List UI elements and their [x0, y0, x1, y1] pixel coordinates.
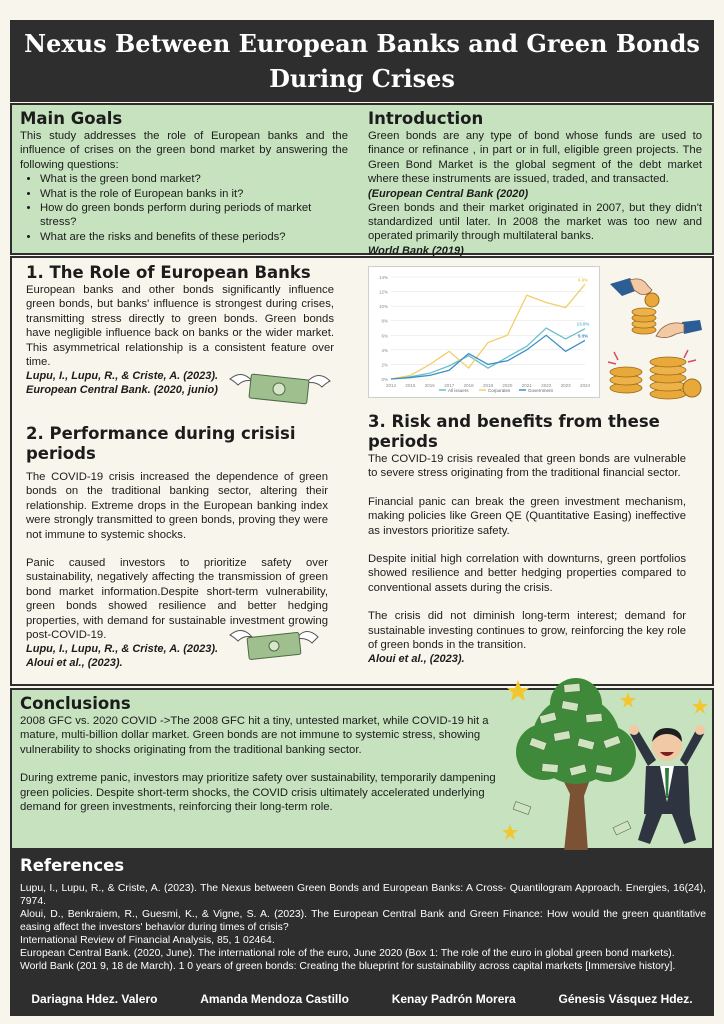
section3-p4: The crisis did not diminish long-term interest; demand for sustainable investing continues to grow, reinforcing the key role of green bonds in the transition. — [368, 610, 686, 652]
introduction-heading: Introduction — [368, 109, 484, 128]
y-tick-label: 10% — [378, 304, 388, 310]
y-tick-label: 4% — [381, 347, 388, 353]
x-tick-label: 2020 — [502, 383, 513, 388]
x-tick-label: 2015 — [405, 383, 416, 388]
series-end-label: 13.0% — [576, 321, 590, 327]
x-tick-label: 2018 — [463, 383, 474, 388]
x-tick-label: 2023 — [560, 383, 571, 388]
chart-lines — [391, 284, 585, 379]
series-line-government — [391, 335, 585, 379]
x-tick-label: 2024 — [579, 383, 591, 388]
y-tick-label: 6% — [381, 333, 388, 339]
reference-item: Lupu, I., Lupu, R., & Criste, A. (2023). The Nexus between Green Bonds and European Banks: A Cross- Quantilogram Approach. Energies, 16(24), 7974. — [20, 883, 706, 907]
coin-pile-icon — [610, 357, 701, 399]
section1-heading: 1. The Role of European Banks — [26, 263, 311, 282]
hand-icon — [656, 323, 684, 338]
question-item: • What is the green bond market? — [40, 172, 348, 186]
title-bar — [10, 20, 714, 102]
coin-stack-icon — [632, 308, 656, 334]
x-tick-label: 2016 — [424, 383, 435, 388]
question-item: • What are the risks and benefits of these periods? — [40, 230, 348, 244]
sleeve-icon — [682, 320, 702, 334]
section2-cite1: Lupu, I., Lupu, R., & Criste, A. (2023). — [26, 643, 219, 656]
happy-man-icon — [629, 725, 705, 844]
conclusions-content — [20, 694, 498, 814]
section1-cite1: Lupu, I., Lupu, R., & Criste, A. (2023). — [26, 370, 219, 383]
legend-label: Government — [528, 388, 553, 393]
introduction-p2: Green bonds and their market originated in 2007, but they didn't standardized until later. In 2008 the market was too new and operated primarily through multilateral banks. — [368, 201, 702, 243]
y-tick-label: 12% — [378, 289, 388, 295]
section3-p2: Financial panic can break the green investment mechanism, making policies like Green QE (Quantitative Easing) ineffective as investors prioritize safety. — [368, 495, 686, 537]
main-goals — [20, 109, 348, 244]
money-tree-illustration — [500, 674, 720, 860]
series-end-label: 6.9% — [577, 277, 589, 283]
x-tick-label: 2022 — [541, 383, 552, 388]
references-box — [10, 850, 714, 1016]
y-tick-label: 14% — [378, 275, 388, 280]
author-name: Kenay Padrón Morera — [391, 992, 516, 1006]
conclusions-heading: Conclusions — [20, 694, 131, 713]
references-content — [20, 856, 706, 973]
introduction-cite2: World Bank (2019) — [368, 244, 464, 257]
conclusions-p1: 2008 GFC vs. 2020 COVID ->The 2008 GFC hit a tiny, untested market, while COVID-19 hit a mature, multi-billion dollar market. Green bonds are not immune to systemic stress, showing vulnerability to shocks originating from the traditional banking sector. — [20, 715, 489, 756]
section2-p1: The COVID-19 crisis increased the dependence of green bonds on the traditional banking sector, altering their relationship. Extreme drops in the European banking index were strongly transmitted to green bonds, proving they were not immune to systemic shocks. — [26, 471, 328, 541]
series-end-label: 5.3% — [577, 333, 589, 339]
flying-money-icon — [226, 367, 334, 407]
x-tick-label: 2014 — [385, 383, 397, 388]
goals-intro-box — [10, 103, 714, 255]
y-tick-label: 2% — [381, 362, 388, 368]
series-line-all-issuers — [391, 328, 585, 379]
introduction — [368, 109, 702, 258]
x-tick-label: 2017 — [444, 383, 455, 388]
y-tick-label: 8% — [381, 318, 388, 324]
references-heading: References — [20, 856, 125, 875]
author-name: Dariagna Hdez. Valero — [31, 992, 158, 1006]
conclusions-p2: During extreme panic, investors may prioritize safety over sustainability, temporarily dampening green policies. Despite short-term shocks, the COVID crisis ultimately accelerated underlying demand for green investments, reinforcing their long-term role. — [20, 772, 496, 814]
section1-text: European banks and other bonds significantly influence green bonds, but banks' influence is strongest during crises, transmitting stress directly to green bonds. Green bonds have negligible influence back on banks or the wider market. This asymmetrical relationship is a consistent feature over time. — [26, 284, 334, 369]
section2-p2: Panic caused investors to prioritize safety over sustainability, negatively affecting the transmission of green bond market information.Despite short-term vulnerability, green bonds showed resilience and better hedging properties, with demand for sustainable investment growing post-COVID-19. — [26, 557, 328, 642]
x-tick-label: 2019 — [482, 383, 494, 388]
questions-list — [20, 172, 348, 244]
y-tick-label: 0% — [381, 377, 388, 382]
x-tick-label: 2021 — [521, 383, 532, 388]
section3-heading: 3. Risk and benefits from these periods — [368, 412, 660, 451]
coin-icon — [645, 293, 659, 307]
hand-icon — [630, 279, 652, 295]
legend-label: Corporates — [488, 388, 511, 393]
introduction-cite1: (European Central Bank (2020) — [368, 187, 529, 200]
section-risk-benefits — [368, 412, 686, 666]
reference-item: European Central Bank. (2020, June). The international role of the euro, June 2020 (Box 1: The role of the euro in global green bond markets). — [20, 948, 675, 959]
section3-p3: Despite initial high correlation with downturns, green portfolios showed resilience and better hedging properties compared to conventional assets during the crisis. — [368, 553, 686, 594]
green-bond-yield-chart — [368, 266, 600, 398]
section2-heading: 2. Performance during crisisi periods — [26, 424, 296, 463]
section3-p1: The COVID-19 crisis revealed that green bonds are vulnerable to severe stress originating from the traditional financial sector. — [368, 453, 686, 480]
reference-item: Aloui, D., Benkraiem, R., Guesmi, K., & Vigne, S. A. (2023). The European Central Bank and Green Finance: How would the green quantitative easing affect the investors' behavior during times of crisis? — [20, 909, 706, 933]
section2-cite2: Aloui et al., (2023). — [26, 657, 123, 670]
section3-cite: Aloui et al., (2023). — [368, 653, 465, 666]
section1-cite2: European Central Bank. (2020, junio) — [26, 384, 218, 397]
main-goals-heading: Main Goals — [20, 109, 123, 128]
author-name: Génesis Vásquez Hdez. — [558, 992, 693, 1006]
introduction-p1: Green bonds are any type of bond whose funds are used to finance or refinance , in part or in full, eligible green projects. The Green Bond Market is the global segment of the debt market where these instruments are issued, traded, and transacted. — [368, 130, 702, 186]
author-name: Amanda Mendoza Castillo — [200, 992, 349, 1006]
coins-hands-illustration — [604, 270, 708, 408]
poster-title: Nexus Between European Banks and Green Bonds During Crises — [24, 29, 700, 93]
main-goals-intro: This study addresses the role of European banks and the influence of crises on the green bond market by answering the following questions: — [20, 130, 348, 171]
legend-label: All issuers — [448, 388, 469, 393]
reference-item: International Review of Financial Analysis, 85, 1 02464. — [20, 935, 275, 946]
flying-money-icon — [226, 625, 322, 665]
authors-row — [10, 992, 714, 1006]
question-item: • What is the role of European banks in it? — [40, 187, 348, 201]
reference-item: World Bank (201 9, 18 de March). 1 0 years of green bonds: Creating the blueprint for sustainability across capital markets [Immersive history]. — [20, 961, 676, 972]
question-item: • How do green bonds perform during periods of market stress? — [40, 201, 348, 230]
